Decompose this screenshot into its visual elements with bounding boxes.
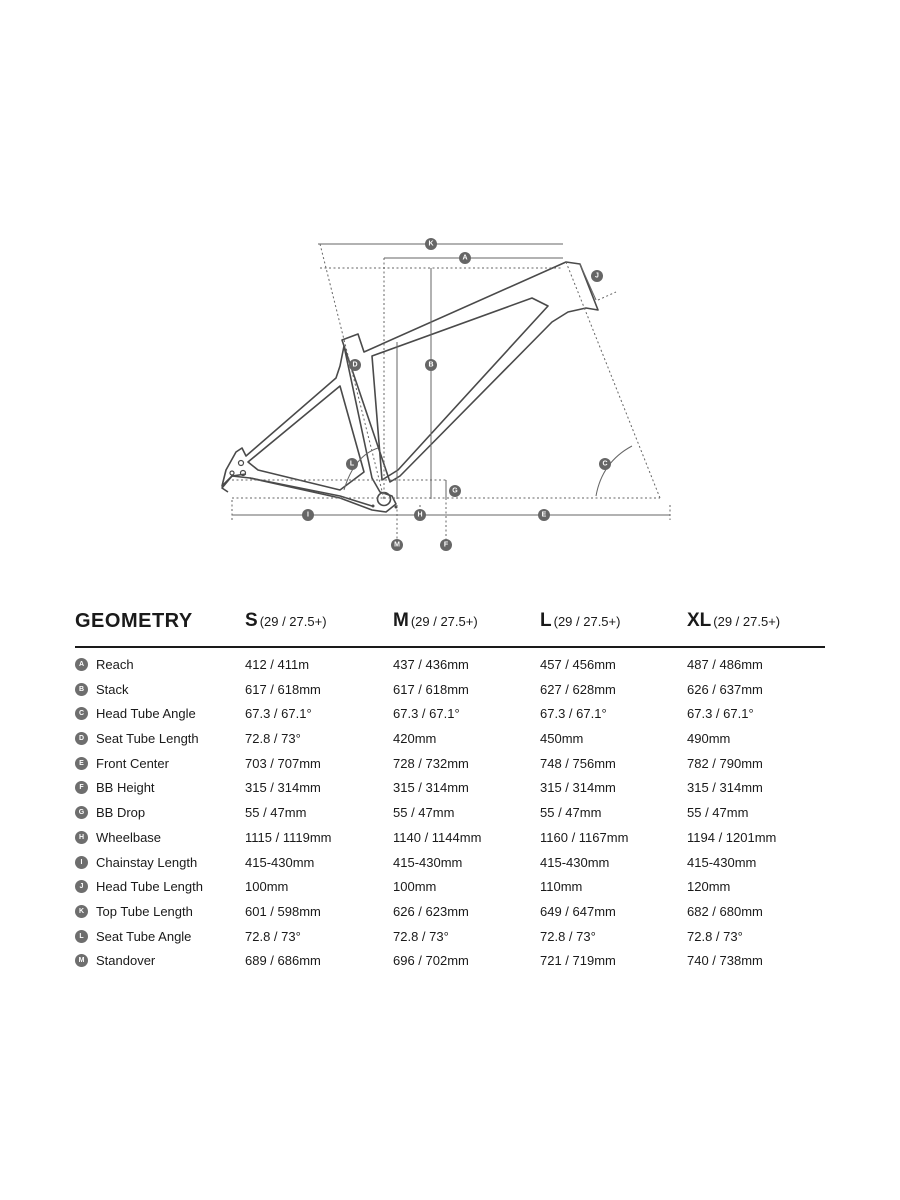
row-value: 626 / 637mm	[687, 681, 763, 697]
row-value: 617 / 618mm	[245, 681, 321, 697]
size-header-m: M (29 / 27.5+)	[393, 610, 478, 631]
marker-b	[425, 359, 437, 371]
marker-g	[449, 485, 461, 497]
row-value: 415-430mm	[393, 854, 463, 870]
row-letter-badge: L	[75, 930, 88, 943]
row-value: 1140 / 1144mm	[393, 829, 482, 845]
row-value: 72.8 / 73°	[393, 928, 449, 944]
marker-h	[414, 509, 426, 521]
row-label: Top Tube Length	[96, 903, 193, 919]
row-label: Standover	[96, 953, 156, 969]
row-letter-badge: M	[75, 954, 88, 967]
row-value: 315 / 314mm	[540, 780, 616, 796]
row-value: 450mm	[540, 731, 584, 747]
row-value: 315 / 314mm	[687, 780, 763, 796]
table-row	[75, 678, 825, 703]
row-value: 67.3 / 67.1°	[540, 706, 607, 722]
table-header	[75, 606, 825, 648]
svg-text:B: B	[428, 361, 434, 369]
row-value: 748 / 756mm	[540, 755, 616, 771]
row-value: 1160 / 1167mm	[540, 829, 629, 845]
row-value: 55 / 47mm	[687, 805, 749, 821]
row-value: 100mm	[245, 879, 289, 895]
table-row	[75, 875, 825, 900]
marker-j	[591, 270, 603, 282]
row-value: 415-430mm	[687, 854, 757, 870]
svg-text:E: E	[541, 511, 547, 519]
row-value: 415-430mm	[540, 854, 610, 870]
row-value: 728 / 732mm	[393, 755, 469, 771]
row-letter-badge: K	[75, 905, 88, 918]
marker-c	[599, 458, 611, 470]
row-value: 703 / 707mm	[245, 755, 321, 771]
row-letter-badge: B	[75, 683, 88, 696]
row-value: 601 / 598mm	[245, 903, 321, 919]
table-row	[75, 949, 825, 974]
table-row	[75, 727, 825, 752]
row-value: 55 / 47mm	[393, 805, 455, 821]
size-header-xl: XL (29 / 27.5+)	[687, 610, 781, 631]
size-header-l: L (29 / 27.5+)	[540, 610, 621, 631]
row-value: 55 / 47mm	[245, 805, 307, 821]
row-value: 72.8 / 73°	[540, 928, 596, 944]
row-value: 72.8 / 73°	[245, 928, 301, 944]
table-row	[75, 752, 825, 777]
row-value: 315 / 314mm	[245, 780, 321, 796]
row-label: Head Tube Length	[96, 879, 203, 895]
table-row	[75, 925, 825, 950]
marker-e	[538, 509, 550, 521]
svg-text:I: I	[307, 511, 309, 519]
row-letter-badge: A	[75, 658, 88, 671]
svg-text:D: D	[352, 361, 358, 369]
row-value: 412 / 411m	[245, 657, 310, 672]
row-letter-badge: I	[75, 856, 88, 869]
row-letter-badge: F	[75, 781, 88, 794]
row-label: Seat Tube Length	[96, 731, 199, 747]
row-value: 617 / 618mm	[393, 681, 469, 697]
row-value: 782 / 790mm	[687, 755, 763, 771]
row-value: 457 / 456mm	[540, 657, 616, 672]
table-title: GEOMETRY	[75, 610, 193, 632]
row-value: 626 / 623mm	[393, 903, 469, 919]
marker-a	[459, 252, 471, 264]
row-value: 100mm	[393, 879, 437, 895]
row-label: BB Height	[96, 780, 155, 796]
row-letter-badge: D	[75, 732, 88, 745]
row-value: 420mm	[393, 731, 437, 747]
row-value: 67.3 / 67.1°	[245, 706, 312, 722]
marker-l	[346, 458, 358, 470]
row-value: 1194 / 1201mm	[687, 829, 777, 845]
row-value: 120mm	[687, 879, 731, 895]
svg-text:F: F	[443, 541, 449, 549]
svg-text:H: H	[417, 511, 423, 519]
row-value: 1115 / 1119mm	[245, 829, 332, 845]
marker-k	[425, 238, 437, 250]
row-label: Reach	[96, 657, 134, 672]
geometry-table	[75, 606, 825, 974]
svg-text:M: M	[394, 541, 400, 549]
marker-i	[302, 509, 314, 521]
row-value: 315 / 314mm	[393, 780, 469, 796]
row-label: Wheelbase	[96, 829, 162, 845]
row-label: Head Tube Angle	[96, 706, 196, 722]
table-body	[75, 648, 825, 974]
row-value: 67.3 / 67.1°	[393, 706, 460, 722]
row-value: 72.8 / 73°	[245, 731, 301, 747]
bike-frame-outline	[222, 262, 598, 512]
row-value: 55 / 47mm	[540, 805, 602, 821]
row-value: 437 / 436mm	[393, 657, 469, 672]
svg-text:J: J	[595, 272, 599, 280]
table-row	[75, 801, 825, 826]
row-letter-badge: E	[75, 757, 88, 770]
marker-m	[391, 539, 403, 551]
row-value: 72.8 / 73°	[687, 928, 743, 944]
row-value: 649 / 647mm	[540, 903, 616, 919]
row-value: 487 / 486mm	[687, 657, 763, 672]
row-value: 490mm	[687, 731, 731, 747]
svg-text:G: G	[452, 487, 458, 495]
row-label: Seat Tube Angle	[96, 928, 192, 944]
row-value: 415-430mm	[245, 854, 315, 870]
row-value: 682 / 680mm	[687, 903, 763, 919]
row-letter-badge: G	[75, 806, 88, 819]
table-row	[75, 851, 825, 876]
row-value: 689 / 686mm	[245, 953, 321, 969]
svg-text:A: A	[462, 254, 468, 262]
dimension-lines	[232, 244, 670, 540]
svg-text:K: K	[428, 240, 434, 248]
marker-d	[349, 359, 361, 371]
row-value: 67.3 / 67.1°	[687, 706, 754, 722]
table-row	[75, 826, 825, 851]
row-value: 721 / 719mm	[540, 953, 616, 969]
table-row	[75, 653, 825, 678]
svg-text:L: L	[349, 460, 355, 468]
table-row	[75, 776, 825, 801]
row-letter-badge: C	[75, 707, 88, 720]
row-value: 110mm	[540, 879, 583, 895]
marker-f	[440, 539, 452, 551]
svg-text:C: C	[602, 460, 608, 468]
table-row	[75, 702, 825, 727]
row-value: 740 / 738mm	[687, 953, 763, 969]
row-label: Stack	[96, 681, 129, 697]
row-letter-badge: H	[75, 831, 88, 844]
table-row	[75, 900, 825, 925]
row-label: Front Center	[96, 755, 169, 771]
row-value: 627 / 628mm	[540, 681, 616, 697]
row-label: BB Drop	[96, 805, 146, 821]
row-label: Chainstay Length	[96, 854, 198, 870]
size-header-s: S (29 / 27.5+)	[245, 610, 327, 631]
row-letter-badge: J	[75, 880, 88, 893]
row-value: 696 / 702mm	[393, 953, 469, 969]
